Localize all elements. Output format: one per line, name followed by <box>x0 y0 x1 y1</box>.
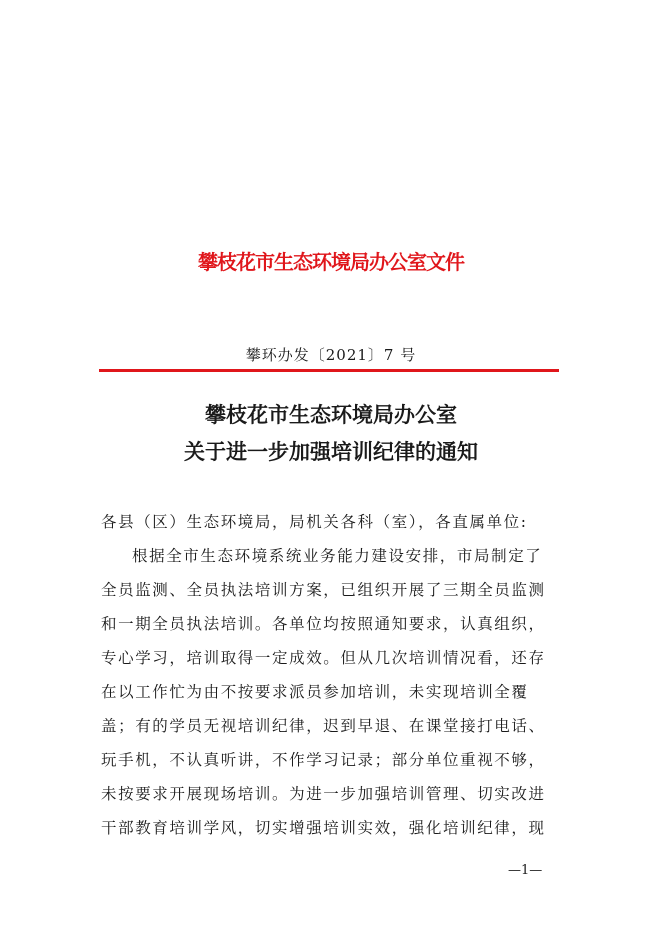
notice-title-line-2: 关于进一步加强培训纪律的通知 <box>184 439 478 464</box>
page-number: —1— <box>508 863 543 878</box>
body-line: 全员监测、全员执法培训方案，已组织开展了三期全员监测 <box>101 581 546 599</box>
salutation: 各县（区）生态环境局，局机关各科（室），各直属单位: <box>101 513 528 531</box>
body-line: 干部教育培训学风，切实增强培训实效，强化培训纪律，现 <box>101 819 546 837</box>
document-number: 攀环办发〔2021〕7 号 <box>245 346 417 364</box>
body-line: 和一期全员执法培训。各单位均按照通知要求，认真组织， <box>101 615 546 633</box>
notice-title-line-1: 攀枝花市生态环境局办公室 <box>205 402 457 427</box>
red-separator-line <box>99 369 559 372</box>
body-line: 根据全市生态环境系统业务能力建设安排，市局制定了 <box>132 547 543 565</box>
body-line: 盖；有的学员无视培训纪律，迟到早退、在课堂接打电话、 <box>101 717 546 735</box>
body-line: 专心学习，培训取得一定成效。但从几次培训情况看，还存 <box>101 649 546 667</box>
body-line: 未按要求开展现场培训。为进一步加强培训管理、切实改进 <box>101 785 546 803</box>
body-line: 在以工作忙为由不按要求派员参加培训，未实现培训全覆 <box>101 683 529 701</box>
document-header-title: 攀枝花市生态环境局办公室文件 <box>198 250 464 274</box>
body-line: 玩手机，不认真听讲，不作学习记录；部分单位重视不够， <box>101 751 546 769</box>
